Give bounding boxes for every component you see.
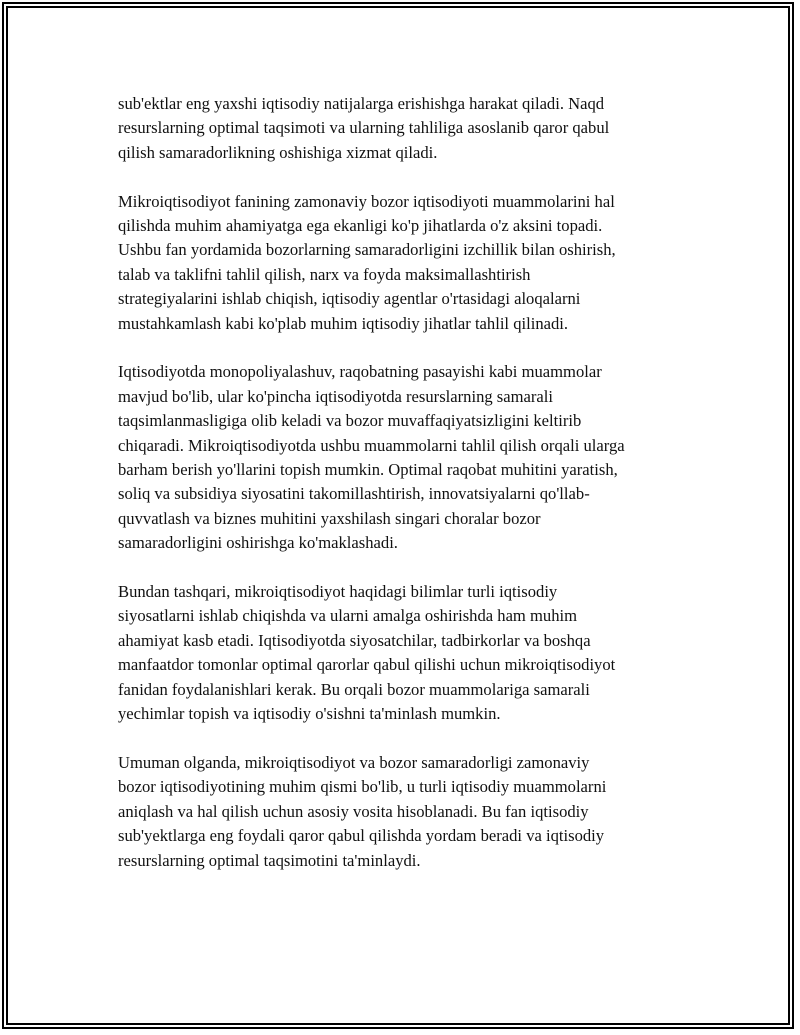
paragraph-4: Bundan tashqari, mikroiqtisodiyot haqidagi bilimlar turli iqtisodiy siyosatlarni ishlab chiqishda va ularni amalga oshirishda ham muhim ahamiyat kasb etadi. Iqtisodiyotda siyosatchilar, tadbirkorlar va boshqa manfaatdor tomonlar optimal qarorlar qabul qilishi uchun mikroiqtisodiyot fanidan foydalanishlari kerak. Bu orqali bozor muammolariga samarali yechimlar topish va iqtisodiy o'sishni ta'minlash mumkin. bbox=[118, 582, 616, 724]
paragraph-3: Iqtisodiyotda monopoliyalashuv, raqobatning pasayishi kabi muammolar mavjud bo'lib, ular ko'pincha iqtisodiyotda resurslarning samarali taqsimlanmasligiga olib keladi va bozor muvaffaqiyatsizligini keltirib chiqaradi. Mikroiqtisodiyotda ushbu muammolarni tahlil qilish orqali ularga barham berish yo'llarini topish mumkin. Optimal raqobat muhitini yaratish, soliq va subsidiya siyosatini takomillashtirish, innovatsiyalarni qo'llab- quvvatlash va biznes muhitini yaxshilash singari choralar bozor samaradorligini oshirishga ko'maklashadi. bbox=[118, 362, 625, 553]
document-body bbox=[118, 92, 698, 897]
paragraph-5: Umuman olganda, mikroiqtisodiyot va bozor samaradorligi zamonaviy bozor iqtisodiyotining muhim qismi bo'lib, u turli iqtisodiy muammolarni aniqlash va hal qilish uchun asosiy vosita hisoblanadi. Bu fan iqtisodiy sub'yektlarga eng foydali qaror qabul qilishda yordam beradi va iqtisodiy resurslarning optimal taqsimotini ta'minlaydi. bbox=[118, 752, 607, 870]
paragraph-2: Mikroiqtisodiyot fanining zamonaviy bozor iqtisodiyoti muammolarini hal qilishda muhim ahamiyatga ega ekanligi ko'p jihatlarda o'z aksini topadi. Ushbu fan yordamida bozorlarning samaradorligini izchillik bilan oshirish, talab va taklifni tahlil qilish, narx va foyda maksimallashtirish strategiyalarini ishlab chiqish, iqtisodiy agentlar o'rtasidagi aloqalarni mustahkamlash kabi ko'plab muhim iqtisodiy jihatlar tahlil qilinadi. bbox=[118, 191, 616, 333]
paragraph-1: sub'ektlar eng yaxshi iqtisodiy natijalarga erishishga harakat qiladi. Naqd resurslarning optimal taqsimoti va ularning tahliliga asoslanib qaror qabul qilish samaradorlikning oshishiga xizmat qiladi. bbox=[118, 94, 610, 162]
